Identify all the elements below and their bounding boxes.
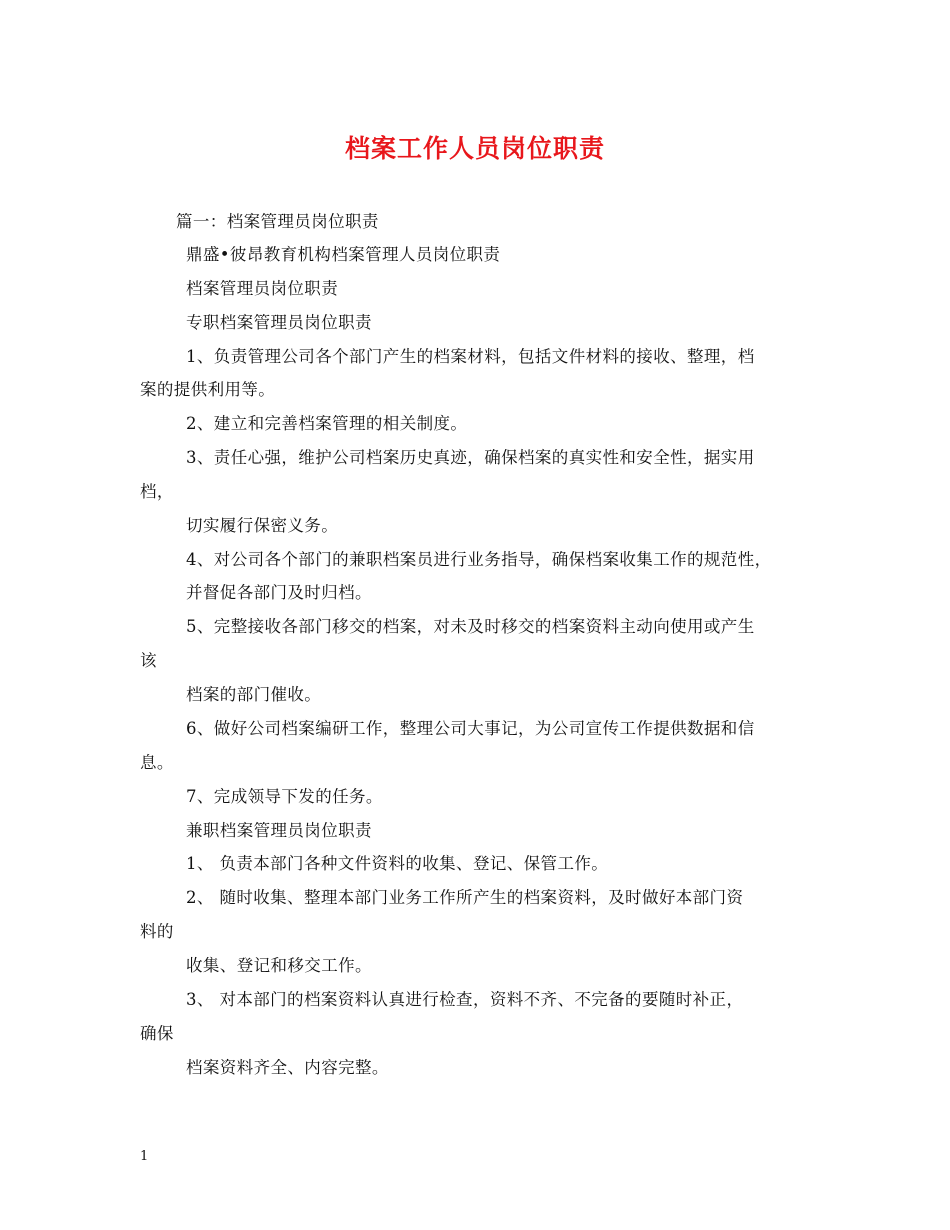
paragraph-line: 料的	[140, 922, 174, 941]
page-number: 1	[140, 1149, 149, 1164]
paragraph-line: 并督促各部门及时归档。	[186, 583, 372, 602]
paragraph-line: 6、做好公司档案编研工作，整理公司大事记，为公司宣传工作提供数据和信	[186, 719, 755, 738]
paragraph-line: 1、 负责本部门各种文件资料的收集、登记、保管工作。	[186, 854, 609, 873]
paragraph-line: 4、对公司各个部门的兼职档案员进行业务指导，确保档案收集工作的规范性，	[186, 550, 772, 569]
subheading: 兼职档案管理员岗位职责	[186, 821, 372, 840]
paragraph-line: 该	[140, 651, 157, 670]
paragraph-line: 档案的部门催收。	[186, 685, 322, 704]
paragraph-line: 3、 对本部门的档案资料认真进行检查，资料不齐、不完备的要随时补正，	[186, 990, 744, 1009]
paragraph-line: 2、建立和完善档案管理的相关制度。	[186, 414, 468, 433]
organization-heading: 鼎盛•彼昂教育机构档案管理人员岗位职责	[186, 245, 501, 264]
paragraph-line: 3、责任心强，维护公司档案历史真迹，确保档案的真实性和安全性，据实用	[186, 448, 755, 467]
paragraph-line: 5、完整接收各部门移交的档案，对未及时移交的档案资料主动向使用或产生	[186, 617, 755, 636]
paragraph-line: 2、 随时收集、整理本部门业务工作所产生的档案资料，及时做好本部门资	[186, 888, 744, 907]
paragraph-line: 1、负责管理公司各个部门产生的档案材料，包括文件材料的接收、整理，档	[186, 347, 755, 366]
paragraph-line: 档，	[140, 482, 174, 501]
document-title: 档案工作人员岗位职责	[344, 134, 605, 163]
subheading: 档案管理员岗位职责	[186, 279, 339, 298]
paragraph-line: 档案资料齐全、内容完整。	[186, 1058, 389, 1077]
paragraph-line: 确保	[140, 1024, 174, 1043]
paragraph-line: 案的提供利用等。	[140, 380, 276, 399]
subheading: 专职档案管理员岗位职责	[186, 313, 372, 332]
paragraph-line: 7、完成领导下发的任务。	[186, 787, 383, 806]
paragraph-line: 切实履行保密义务。	[186, 516, 339, 535]
paragraph-line: 息。	[140, 753, 174, 772]
section-heading: 篇一：档案管理员岗位职责	[176, 212, 379, 231]
paragraph-line: 收集、登记和移交工作。	[186, 956, 372, 975]
